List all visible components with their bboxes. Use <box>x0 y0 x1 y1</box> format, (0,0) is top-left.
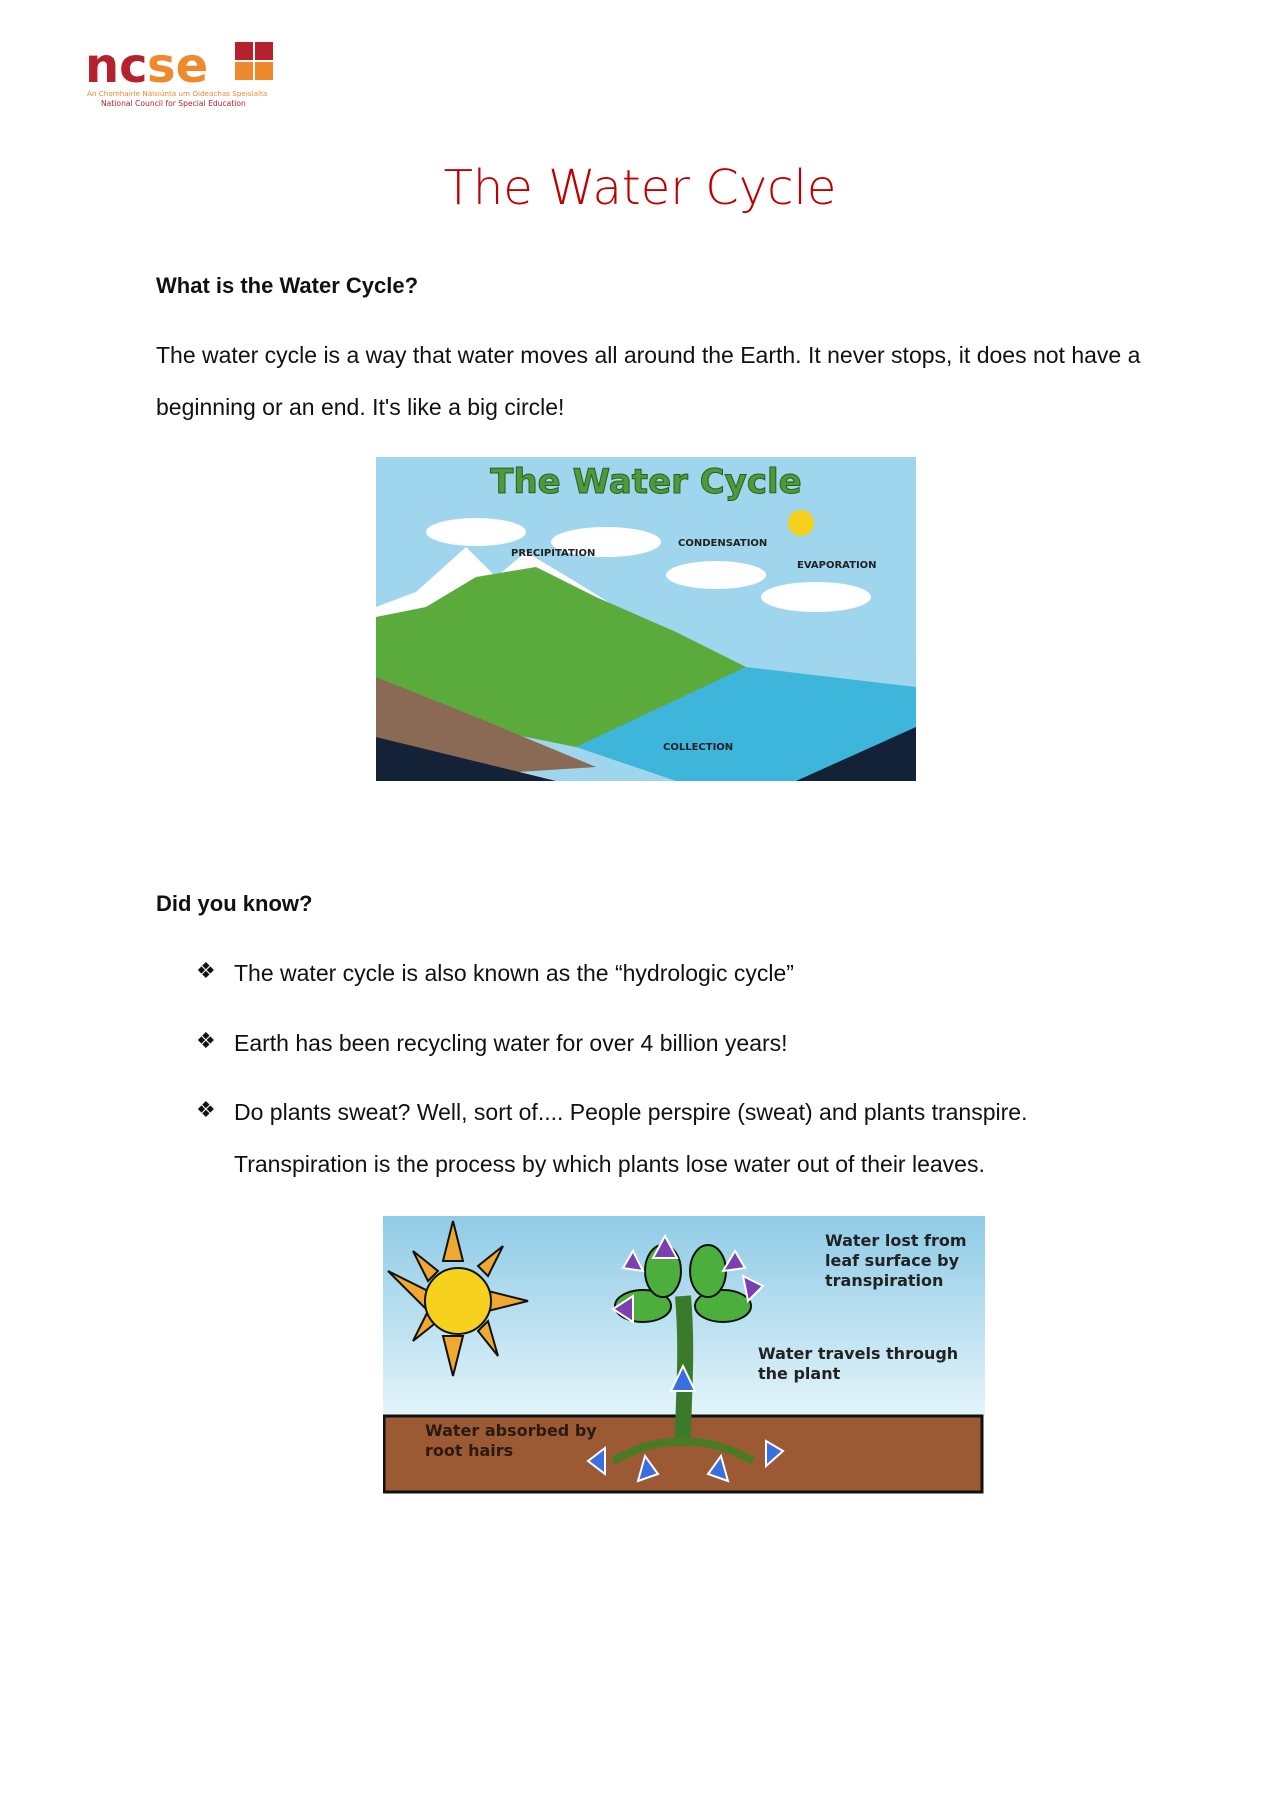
bullet-icon: ❖ <box>196 958 216 983</box>
diagram-title: The Water Cycle <box>490 462 802 502</box>
page-title: The Water Cycle <box>443 160 837 216</box>
label-collection: COLLECTION <box>663 742 734 753</box>
water-cycle-diagram <box>376 457 916 781</box>
label-root-1: Water absorbed by <box>425 1421 597 1440</box>
logo-wordmark-se: se <box>147 38 209 94</box>
label-precipitation: PRECIPITATION <box>511 548 596 559</box>
svg-text:National Council for Special E: National Council for Special Education <box>101 99 246 108</box>
svg-text:An Chomhairle Náisiúnta um Oid: An Chomhairle Náisiúnta um Oideachas Speisialta <box>87 89 268 98</box>
intro-paragraph: The water cycle is a way that water moves all around the Earth. It never stops, it does not have a beginning or an end. It's like a big circle! <box>156 342 1141 420</box>
label-travel-1: Water travels through <box>758 1344 959 1363</box>
label-root-2: root hairs <box>425 1441 514 1460</box>
section-heading-did-you-know: Did you know? <box>156 891 313 916</box>
section-heading-what-is: What is the Water Cycle? <box>156 273 419 298</box>
fact-item: Earth has been recycling water for over 4 billion years! <box>234 1030 788 1056</box>
label-condensation: CONDENSATION <box>678 538 768 549</box>
bullet-icon: ❖ <box>196 1028 216 1053</box>
label-leaf-1: Water lost from <box>825 1231 967 1250</box>
ncse-logo <box>85 38 285 113</box>
label-leaf-2: leaf surface by <box>825 1251 960 1270</box>
label-travel-2: the plant <box>758 1364 841 1383</box>
transpiration-diagram <box>383 1216 985 1496</box>
bullet-icon: ❖ <box>196 1097 216 1122</box>
logo-wordmark-nc: nc <box>85 38 148 94</box>
label-leaf-3: transpiration <box>825 1271 944 1290</box>
fact-item: Do plants sweat? Well, sort of.... People perspire (sweat) and plants transpire. Transpiration is the process by which plants lose water out of their leaves. <box>234 1099 1028 1177</box>
label-evaporation: EVAPORATION <box>797 560 877 571</box>
fact-item: The water cycle is also known as the “hydrologic cycle” <box>234 960 794 986</box>
